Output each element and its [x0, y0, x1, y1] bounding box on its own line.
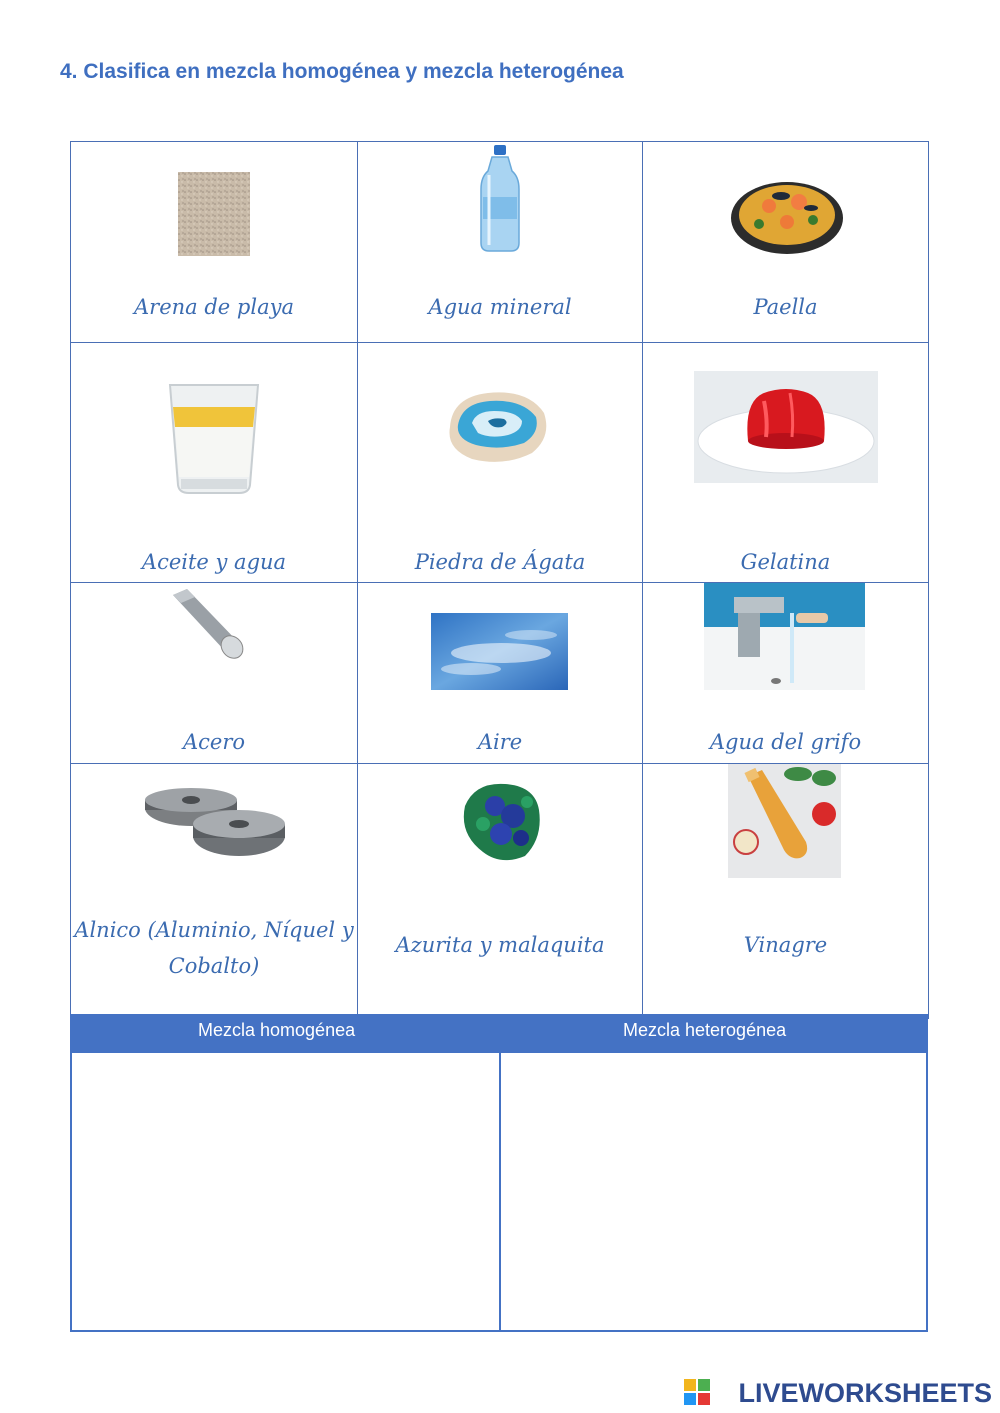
paella-image	[729, 174, 845, 256]
item-label: Arena de playa	[134, 295, 294, 319]
heterogeneous-header: Mezcla heterogénea	[623, 1020, 787, 1040]
item-cell	[643, 764, 929, 1019]
item-cell	[643, 142, 929, 343]
gelatin-image	[694, 371, 878, 483]
item-cell	[358, 583, 643, 764]
item-cell	[643, 343, 929, 583]
item-label: Azurita y malaquita	[395, 933, 605, 957]
steel-bar-image	[169, 589, 245, 667]
homogeneous-header: Mezcla homogénea	[198, 1020, 356, 1040]
item-cell	[71, 764, 358, 1019]
item-cell	[643, 583, 929, 764]
azurite-malachite-image	[455, 776, 545, 866]
item-cell	[358, 343, 643, 583]
item-cell	[358, 764, 643, 1019]
alnico-magnets-image	[143, 786, 287, 860]
item-label: Agua mineral	[428, 295, 572, 319]
heterogeneous-drop-zone[interactable]	[501, 1053, 926, 1330]
oil-water-glass-image	[167, 381, 261, 495]
item-label: Aire	[477, 730, 523, 754]
item-label: Piedra de Ágata	[414, 550, 586, 574]
sand-image	[178, 172, 250, 256]
worksheet-title: 4. Clasifica en mezcla homogénea y mezcla heterogénea	[60, 60, 624, 83]
item-label: Paella	[753, 295, 818, 319]
item-cell	[358, 142, 643, 343]
item-label: Acero	[182, 730, 246, 754]
item-label: Agua del grifo	[709, 730, 862, 754]
tap-water-image	[704, 583, 865, 690]
liveworksheets-logo-icon	[684, 1379, 710, 1405]
item-cell	[71, 343, 358, 583]
water-bottle-image	[479, 145, 521, 253]
classification-header	[72, 1016, 926, 1053]
item-label: Aceite y agua	[141, 550, 287, 574]
item-label: Alnico (Aluminio, Níquel y	[74, 918, 354, 942]
vinegar-image	[728, 764, 841, 878]
items-grid	[70, 141, 929, 1019]
liveworksheets-brand: LIVEWORKSHEETS	[738, 1378, 992, 1408]
classification-table	[70, 1014, 928, 1332]
sky-image	[431, 613, 568, 690]
item-label: Gelatina	[740, 550, 831, 574]
item-label: Vinagre	[743, 933, 828, 957]
homogeneous-drop-zone[interactable]	[72, 1053, 499, 1330]
agate-stone-image	[442, 387, 554, 467]
item-cell	[71, 583, 358, 764]
item-cell	[71, 142, 358, 343]
item-label-line2: Cobalto)	[168, 954, 260, 978]
